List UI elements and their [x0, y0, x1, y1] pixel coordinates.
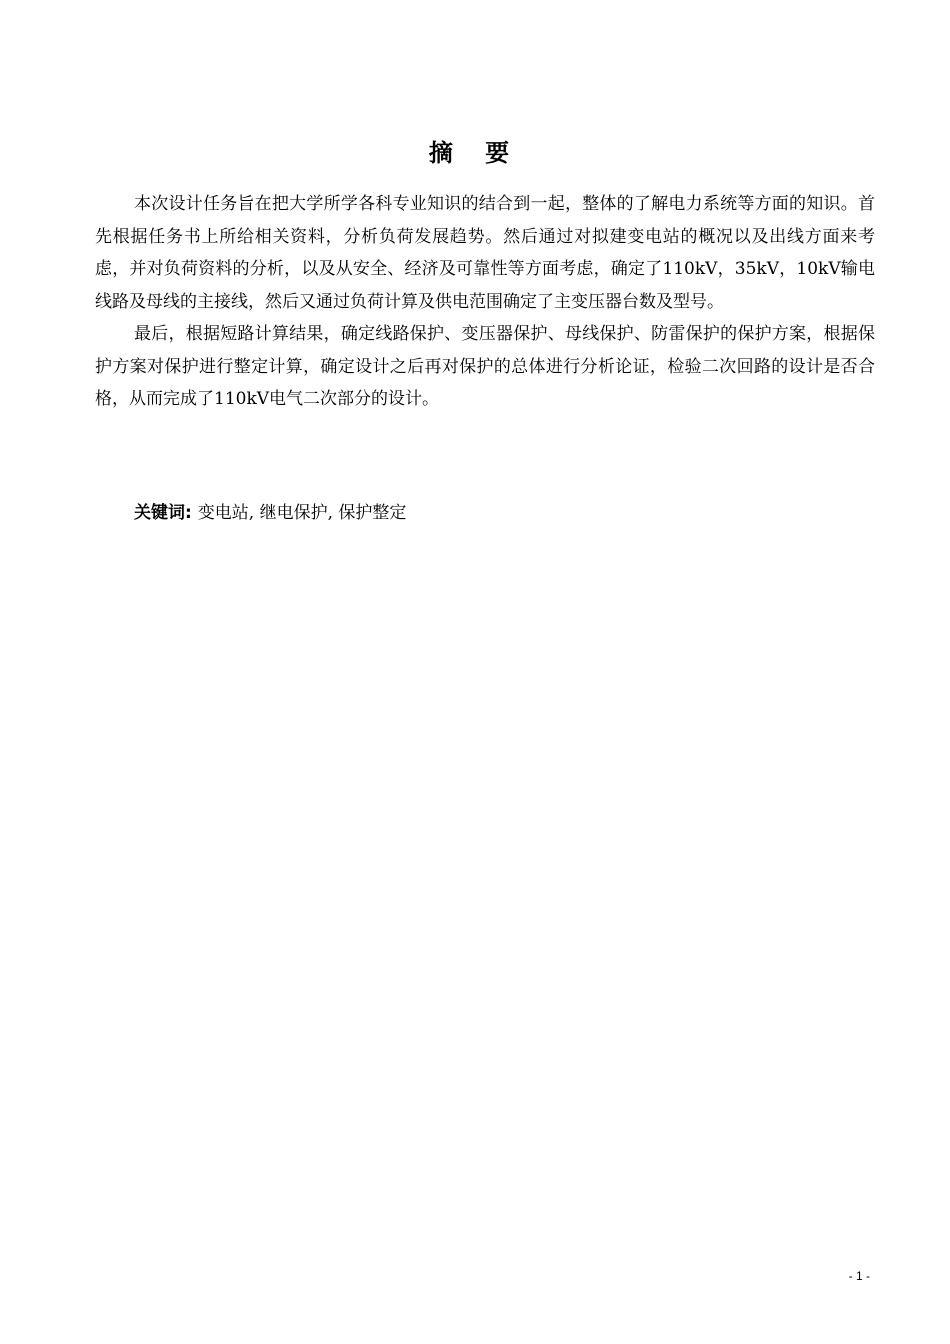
keywords-value: 变电站, 继电保护, 保护整定: [197, 503, 407, 523]
page-number: - 1 -: [848, 1269, 870, 1283]
abstract-paragraph-1: 本次设计任务旨在把大学所学各科专业知识的结合到一起，整体的了解电力系统等方面的知识。首先根据任务书上所给相关资料，分析负荷发展趋势。然后通过对拟建变电站的概况以及出线方面来考虑，并对负荷资料的分析，以及从安全、经济及可靠性等方面考虑，确定了110kV，35kV，10kV输电线路及母线的主接线，然后又通过负荷计算及供电范围确定了主变压器台数及型号。: [95, 194, 875, 312]
page-title: 摘 要: [428, 139, 522, 167]
keywords-label: 关键词:: [134, 503, 192, 523]
keywords-line: [134, 498, 406, 528]
abstract-paragraph-2: 最后，根据短路计算结果，确定线路保护、变压器保护、母线保护、防雷保护的保护方案，根据保护方案对保护进行整定计算，确定设计之后再对保护的总体进行分析论证，检验二次回路的设计是否合格，从而完成了110kV电气二次部分的设计。: [95, 324, 875, 409]
abstract-body: [95, 188, 875, 416]
